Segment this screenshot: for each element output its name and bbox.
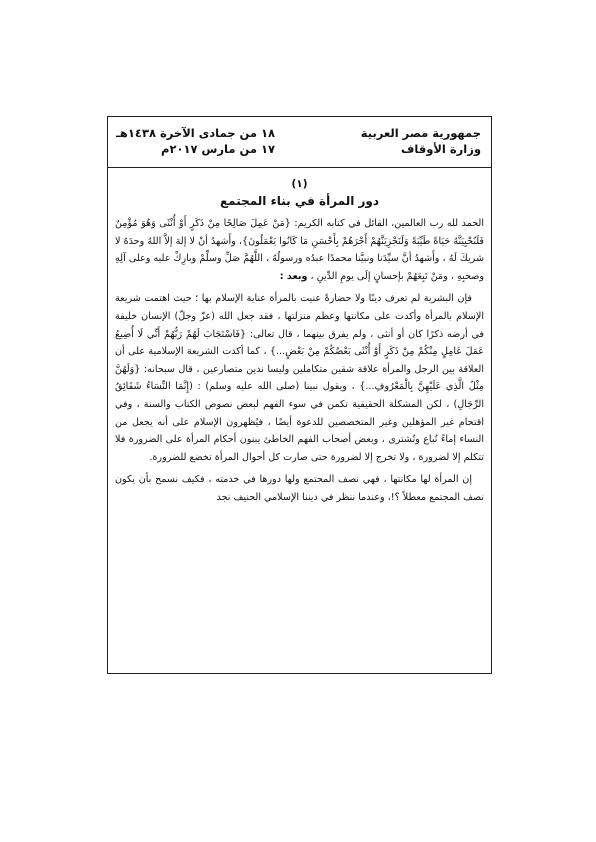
hijri-date: ١٨ من جمادى الآخرة ١٤٣٨هـ xyxy=(116,126,276,140)
country-name: جمهورية مصر العربية xyxy=(360,126,481,140)
gregorian-date: ١٧ من مارس ٢٠١٧م xyxy=(161,142,276,156)
header-ministry xyxy=(361,125,481,157)
header-divider xyxy=(108,167,491,168)
paragraph: إن المرأة لها مكانتها ، فهي نصف المجتمع ولها دورها في خدمته ، فكيف نسمح بأن يكون نصف المجتمع معطلاً ؟!، وعندما ننظر في ديننا الإسلامي الحنيف نجد xyxy=(115,474,484,503)
header-dates xyxy=(116,125,275,157)
sermon-number: (١) xyxy=(291,178,308,190)
body-text xyxy=(115,215,484,507)
page-title: دور المرأة في بناء المجتمع xyxy=(219,194,380,208)
paragraph-text: الحمد لله رب العالمين، القائل في كتابه الكريم: {مَنْ عَمِلَ صَالِحًا مِنْ ذَكَرٍ أَوْ أُنْثَى وَهُوَ مُؤْمِنٌ فَلَنُحْيِيَنَّهُ حَيَاةً طَيِّبَةً وَلَنَجْزِيَنَّهُمْ أَجْرَهُمْ بِأَحْسَنِ مَا كَانُوا يَعْمَلُونَ}، وأَشهدُ أنْ لا إلهَ إلاَّ اللهُ وحدَهُ لا شريكَ لَهُ ، وأَشهدُ أنَّ سيِّدَنا ونبيَّنا محمدًا عبدُه ورسولُهُ ، اللَّهُمَّ صَلِّ وسلِّمْ وبارِكْ عليه وعلى آلِهِ وصحبِهِ ، ومَنْ تَبِعَهُمْ بإحسانٍ إلَى يومِ الدِّينِ ، xyxy=(115,218,484,282)
paragraph xyxy=(115,215,484,285)
paragraph-text-bold: وبعد : xyxy=(279,270,308,282)
ministry-name: وزارة الأوقاف xyxy=(401,142,481,156)
paragraph: فإن البشرية لم تعرف دينًا ولا حضارةً عنيت بالمرأة عناية الإسلام بها ؛ حيث اهتمت شريعة الإسلام بالمرأة وأكدت على مكانتها وعظم منزلتها ، فقد جعل الله (عزّ وجلّ) الإنسان خليفة في أرضه ذكرًا كان أو أنثى ، ولم يفرق بينهما ، قال تعالى: {فَاسْتَجَابَ لَهُمْ رَبُّهُمْ أَنِّي لَا أُضِيعُ عَمَلَ عَامِلٍ مِنْكُمْ مِنْ ذَكَرٍ أَوْ أُنْثَى بَعْضُكُمْ مِنْ بَعْضٍ...} ، كما أكدت الشريعة الإسلامية على أن العلاقة بين الرجل والمرأة علاقة شقين متكاملين وليسا ندين متصارعين ، قال سبحانه: {وَلَهُنَّ مِثْلُ الَّذِي عَلَيْهِنَّ بِالْمَعْرُوفِ...} ، ويقول نبينا (صلى الله عليه وسلم) : (إِنَّمَا النِّسَاءُ شَقَائِقُ الرِّجَالِ) ، لكن المشكلة الحقيقية تكمن في سوء الفهم لبعض نصوص الكتاب والسنة ، وفي اقتحام غير المؤهلين وغير المتخصصين للدعوة أيضًا ، فيُظهرون الإسلام على أنه يجعل من النساء إماءً تُباع وتُشترى ، وبعض أصحاب الفهم الخاطئ يبنون أحكام المرأة على الضرورة فلا تتكلم إلا لضرورة ، ولا تخرج إلا لضرورة حتى صارت كل أحوال المرأة تخضع للضرورة. xyxy=(115,293,484,463)
page-frame xyxy=(107,116,492,674)
